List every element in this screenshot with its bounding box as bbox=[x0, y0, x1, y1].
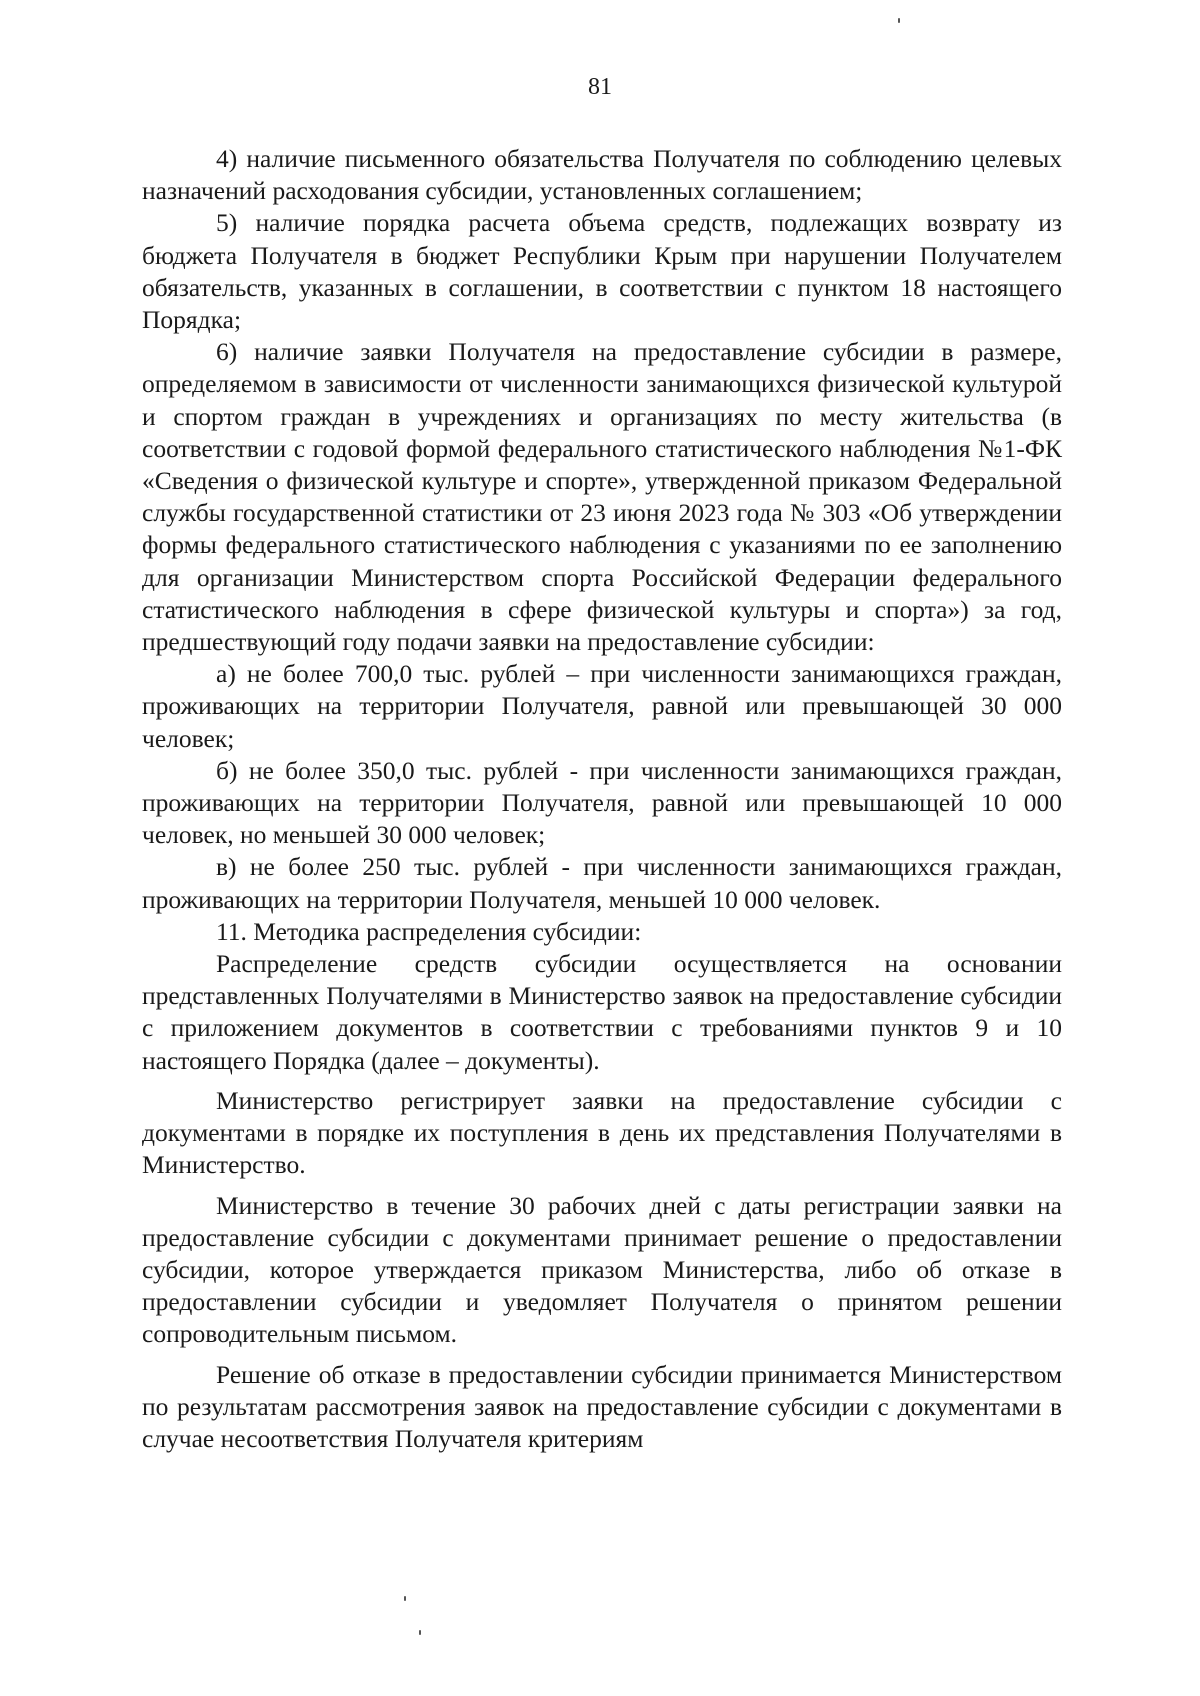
paragraph-item-5: 5) наличие порядка расчета объема средств, подлежащих возврату из бюджета Получателя в бюджет Республики Крым при нарушении Получателем обязательств, указанных в соглашении, в соответствии с пунктом 18 настоящего Порядка; bbox=[142, 208, 1062, 335]
document-body bbox=[142, 143, 1062, 1455]
subitem-a: а) не более 700,0 тыс. рублей – при численности занимающихся граждан, проживающих на территории Получателя, равной или превышающей 30 000 человек; bbox=[142, 659, 1062, 753]
paragraph-decision: Министерство в течение 30 рабочих дней с даты регистрации заявки на предоставление субсидии с документами принимает решение о предоставлении субсидии, которое утверждается приказом Министерства, либо об отказе в предоставлении субсидии и уведомляет Получателя о принятом решении сопроводительным письмом. bbox=[142, 1190, 1062, 1349]
scan-speck bbox=[404, 1596, 406, 1601]
page-number: 81 bbox=[588, 74, 612, 100]
paragraph-registration: Министерство регистрирует заявки на предоставление субсидии с документами в порядке их поступления в день их представления Получателями в Министерство. bbox=[142, 1085, 1062, 1180]
section-11-heading: 11. Методика распределения субсидии: bbox=[216, 916, 642, 946]
scan-speck bbox=[419, 1630, 421, 1635]
paragraph-item-6: 6) наличие заявки Получателя на предоставление субсидии в размере, определяемом в зависимости от численности занимающихся физической культурой и спортом граждан в учреждениях и организациях по месту жительства (в соответствии с годовой формой федерального статистического наблюдения №1-ФК «Сведения о физической культуре и спорте», утвержденной приказом Федеральной службы государственной статистики от 23 июня 2023 года № 303 «Об утверждении формы федерального статистического наблюдения с указаниями по ее заполнению для организации Министерством спорта Российской Федерации федерального статистического наблюдения в сфере физической культуры и спорта») за год, предшествующий году подачи заявки на предоставление субсидии: bbox=[142, 337, 1062, 657]
paragraph-distribution: Распределение средств субсидии осуществляется на основании представленных Получателями в Министерство заявок на предоставление субсидии с приложением документов в соответствии с требованиями пунктов 9 и 10 настоящего Порядка (далее – документы). bbox=[142, 949, 1062, 1075]
paragraph-item-4: 4) наличие письменного обязательства Получателя по соблюдению целевых назначений расходования субсидии, установленных соглашением; bbox=[142, 144, 1062, 206]
scan-speck bbox=[898, 18, 900, 23]
subitem-v: в) не более 250 тыс. рублей - при численности занимающихся граждан, проживающих на территории Получателя, меньшей 10 000 человек. bbox=[142, 852, 1062, 914]
subitem-b: б) не более 350,0 тыс. рублей - при численности занимающихся граждан, проживающих на территории Получателя, равной или превышающей 10 000 человек, но меньшей 30 000 человек; bbox=[142, 755, 1062, 850]
paragraph-refusal: Решение об отказе в предоставлении субсидии принимается Министерством по результатам рассмотрения заявок на предоставление субсидии с документами в случае несоответствия Получателя критериям bbox=[142, 1359, 1062, 1453]
